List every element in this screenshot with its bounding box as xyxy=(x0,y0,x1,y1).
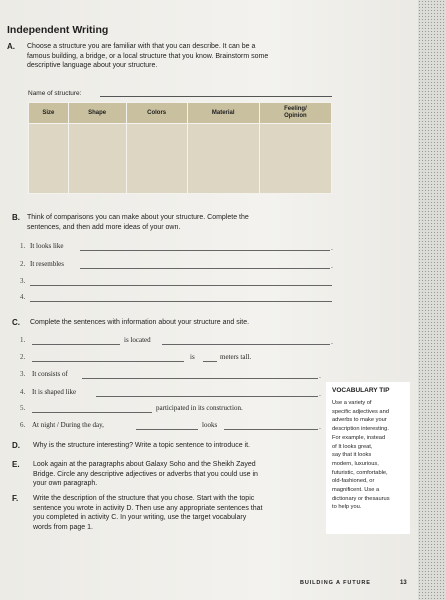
section-d-instructions: Why is the structure interesting? Write a topic sentence to introduce it. xyxy=(33,442,250,449)
vocabulary-tip-body: Use a variety of specific adjectives and adverbs to make your description interesting. For example, instead of It looks great, say that it looks modern, luxurious, futuristic, comfortable, old-fashioned, or magnificent. Use a dictionary or thesaurus to help you. xyxy=(332,400,390,511)
col-header-size: Size xyxy=(29,103,69,124)
period-mark: . xyxy=(331,245,333,252)
running-footer: BUILDING A FUTURE xyxy=(300,580,371,586)
b-item-3-number: 3. xyxy=(20,277,26,285)
period-mark: . xyxy=(331,263,333,270)
c-item-4-answer-line[interactable] xyxy=(96,396,318,397)
b-item-2-number: 2. xyxy=(20,260,26,268)
structure-name-label: Name of structure: xyxy=(28,90,82,97)
b-item-3-answer-line[interactable] xyxy=(30,285,332,286)
section-a-instructions: Choose a structure you are familiar with that you can describe. It can be a famous building, a bridge, or a local structure that you know. Brainstorm some descriptive language about your structure. xyxy=(27,43,269,69)
table-cell-colors[interactable] xyxy=(126,124,187,194)
c-item-1-blank-a[interactable] xyxy=(32,344,120,345)
c-item-4-number: 4. xyxy=(20,388,26,396)
vocabulary-tip-box xyxy=(326,382,410,534)
c-item-2-blank-a[interactable] xyxy=(32,361,184,362)
c-item-1-blank-b[interactable] xyxy=(162,344,330,345)
c-item-5-blank[interactable] xyxy=(32,412,152,413)
c-item-6-blank-a[interactable] xyxy=(136,429,198,430)
period-mark: . xyxy=(319,373,321,380)
page-number: 13 xyxy=(400,580,407,586)
col-header-shape: Shape xyxy=(68,103,126,124)
table-cell-size[interactable] xyxy=(29,124,69,194)
section-a-letter: A. xyxy=(7,42,15,51)
section-f-instructions: Write the description of the structure that you chose. Start with the topic sentence you wrote in activity D. Then use any appropriate sentences that you completed in activity C. In your writing, use the target vocabulary words from page 1. xyxy=(33,495,263,531)
table-cell-shape[interactable] xyxy=(68,124,126,194)
col-header-material: Material xyxy=(187,103,259,124)
c-item-6-number: 6. xyxy=(20,421,26,429)
b-item-1-answer-line[interactable] xyxy=(80,250,330,251)
c-item-5-text: participated in its construction. xyxy=(156,404,243,412)
c-item-6-blank-b[interactable] xyxy=(224,429,318,430)
c-item-1-text: is located xyxy=(124,336,151,344)
b-item-1-text: It looks like xyxy=(30,242,64,250)
c-item-3-answer-line[interactable] xyxy=(82,378,318,379)
c-item-3-text: It consists of xyxy=(32,370,68,378)
brainstorm-table xyxy=(28,102,332,194)
section-d-letter: D. xyxy=(12,441,20,450)
dotted-margin-band xyxy=(418,0,446,600)
table-cell-material[interactable] xyxy=(187,124,259,194)
c-item-2-blank-b[interactable] xyxy=(203,361,217,362)
b-item-2-text: It resembles xyxy=(30,260,65,268)
section-f-letter: F. xyxy=(12,494,19,503)
section-c-letter: C. xyxy=(12,318,20,327)
c-item-5-number: 5. xyxy=(20,404,26,412)
col-header-feeling: Feeling/ Opinion xyxy=(259,103,331,124)
b-item-4-number: 4. xyxy=(20,293,26,301)
c-item-6-text-looks: looks xyxy=(202,421,218,429)
c-item-1-number: 1. xyxy=(20,336,26,344)
b-item-1-number: 1. xyxy=(20,242,26,250)
vocabulary-tip-title: VOCABULARY TIP xyxy=(332,387,390,394)
section-e-instructions: Look again at the paragraphs about Galaxy Soho and the Sheikh Zayed Bridge. Circle any descriptive adjectives or adverbs that you could use in your own paragraph. xyxy=(33,461,258,487)
section-b-letter: B. xyxy=(12,213,20,222)
structure-name-input-line[interactable] xyxy=(100,96,332,97)
b-item-2-answer-line[interactable] xyxy=(80,268,330,269)
period-mark: . xyxy=(319,391,321,398)
c-item-4-text: It is shaped like xyxy=(32,388,77,396)
page-title: Independent Writing xyxy=(7,24,109,36)
section-e-letter: E. xyxy=(12,460,20,469)
period-mark: . xyxy=(331,339,333,346)
b-item-4-answer-line[interactable] xyxy=(30,301,332,302)
col-header-colors: Colors xyxy=(126,103,187,124)
section-c-instructions: Complete the sentences with information about your structure and site. xyxy=(30,319,250,326)
c-item-2-number: 2. xyxy=(20,353,26,361)
period-mark: . xyxy=(319,424,321,431)
c-item-6-text: At night / During the day, xyxy=(32,421,104,429)
section-b-instructions: Think of comparisons you can make about your structure. Complete the sentences, and then add more ideas of your own. xyxy=(27,214,249,231)
c-item-2-text-end: meters tall. xyxy=(220,353,252,361)
c-item-3-number: 3. xyxy=(20,370,26,378)
c-item-2-text-is: is xyxy=(190,353,195,361)
table-cell-feeling[interactable] xyxy=(259,124,331,194)
